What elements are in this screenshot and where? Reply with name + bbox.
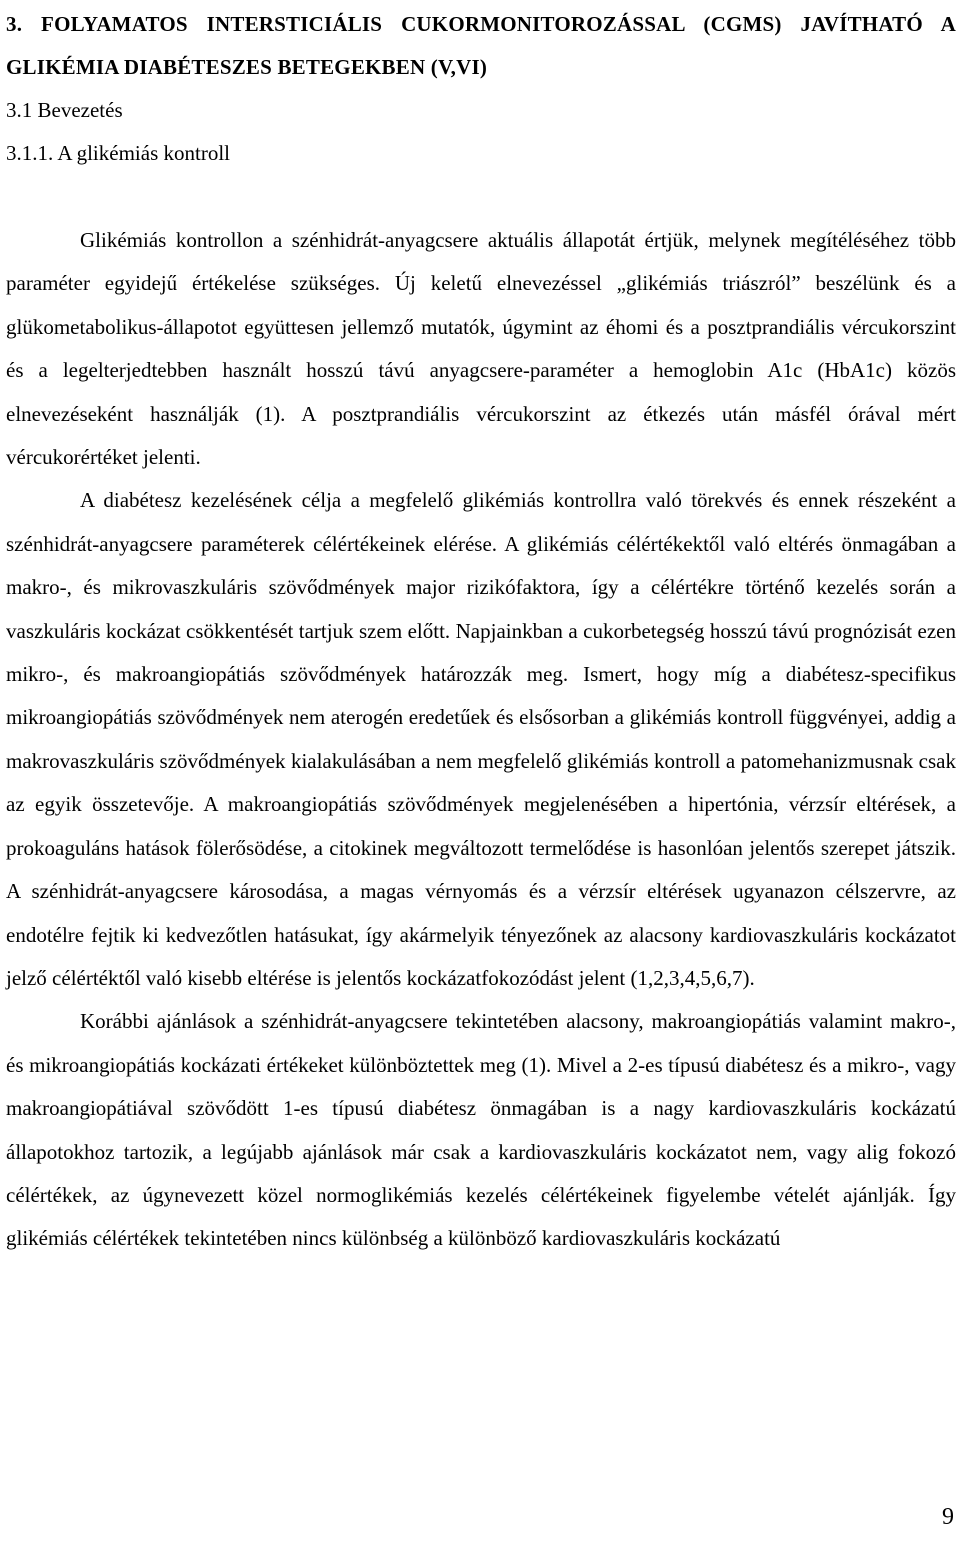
document-page [6,0,956,1261]
page-number: 9 [942,1504,954,1530]
paragraph-glycemic-control-definition: Glikémiás kontrollon a szénhidrát-anyagcsere aktuális állapotát értjük, melynek megítéléséhez több paraméter egyidejű értékelése szükséges. Új keletű elnevezéssel „glikémiás triászról” beszélünk és a glükometabolikus-állapotot együttesen jellemző mutatók, úgymint az éhomi és a posztprandiális vércukorszint és a legelterjedtebben használt hosszú távú anyagcsere-paraméter a hemoglobin A1c (HbA1c) közös elnevezéseként használják (1). A posztprandiális vércukorszint az étkezés után másfél órával mért vércukorértéket jelenti. [6,228,956,470]
chapter-heading: 3. FOLYAMATOS INTERSTICIÁLIS CUKORMONITOROZÁSSAL (CGMS) JAVÍTHATÓ A GLIKÉMIA DIABÉTESZES BETEGEKBEN (V,VI) [6,12,956,79]
subsection-heading: 3.1.1. A glikémiás kontroll [6,141,230,165]
paragraph-recommendations: Korábbi ajánlások a szénhidrát-anyagcsere tekintetében alacsony, makroangiopátiás valamint makro-, és mikroangiopátiás kockázati értékeket különböztettek meg (1). Mivel a 2-es típusú diabétesz és a mikro-, vagy makroangiopátiával szövődött 1-es típusú diabétesz önmagában is a nagy kardiovaszkuláris kockázatú állapotokhoz tartozik, a legújabb ajánlások már csak a kardiovaszkuláris kockázatot nem, vagy alig fokozó célértékek, az úgynevezett közel normoglikémiás kezelés célértékeinek figyelembe vételét ajánlják. Így glikémiás célértékek tekintetében nincs különbség a különböző kardiovaszkuláris kockázatú [6,1009,956,1251]
section-heading: 3.1 Bevezetés [6,98,123,122]
paragraph-treatment-goals: A diabétesz kezelésének célja a megfelelő glikémiás kontrollra való törekvés és ennek részeként a szénhidrát-anyagcsere paraméterek célértékeinek elérése. A glikémiás célértékektől való eltérés önmagában a makro-, és mikrovaszkuláris szövődmények major rizikófaktora, így a célértékre történő kezelés során a vaszkuláris kockázat csökkentését tartjuk szem előtt. Napjainkban a cukorbetegség hosszú távú prognózisát ezen mikro-, és makroangiopátiás szövődmények határozzák meg. Ismert, hogy míg a diabétesz-specifikus mikroangiopátiás szövődmények nem aterogén eredetűek és elsősorban a glikémiás kontroll függvényei, addig a makrovaszkuláris szövődmények kialakulásában a nem megfelelő glikémiás kontroll a patomehanizmusnak csak az egyik összetevője. A makroangiopátiás szövődmények megjelenésében a hipertónia, vérzsír eltérések, a prokoaguláns hatások fölerősödése, a citokinek megváltozott termelődése is hasonlóan jelentős szerepet játszik. A szénhidrát-anyagcsere károsodása, a magas vérnyomás és a vérzsír eltérések ugyanazon célszervre, az endotélre fejtik ki kedvezőtlen hatásukat, így akármelyik tényezőnek az alacsony kardiovaszkuláris kockázatot jelző célértéktől való kisebb eltérése is jelentős kockázatfokozódást jelent (1,2,3,4,5,6,7). [6,488,956,990]
